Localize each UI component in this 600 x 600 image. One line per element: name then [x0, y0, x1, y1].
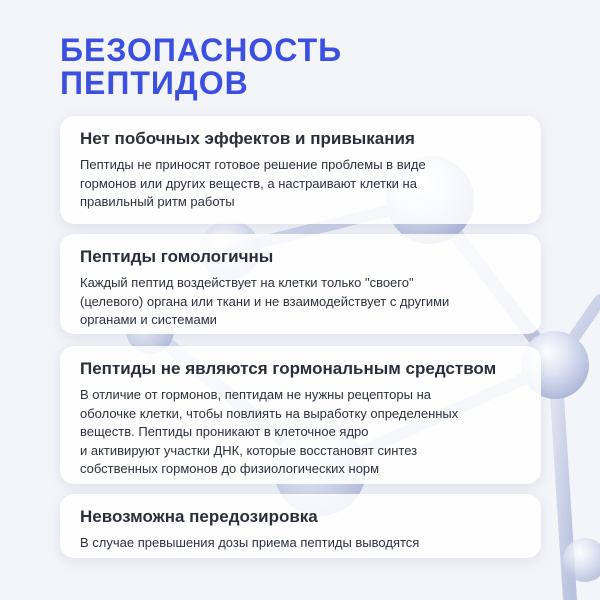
card-text-line: Каждый пептид воздействует на клетки только "своего" [80, 275, 414, 290]
card-text-line: оболочке клетки, чтобы повлиять на выработку определенных [80, 405, 459, 421]
card-text-line: органами и системами [80, 312, 217, 327]
title-line-2: ПЕПТИДОВ [60, 65, 249, 101]
card-heading: Нет побочных эффектов и привыкания [80, 129, 415, 148]
card-text [80, 534, 521, 553]
card-text-line: собственных гормонов до физиологических норм [80, 461, 380, 476]
card-text [80, 274, 521, 330]
title-line-1: БЕЗОПАСНОСТЬ [60, 32, 343, 68]
card-text-line: и активируют участки ДНК, которые восстановят синтез [80, 442, 418, 458]
card-heading: Пептиды не являются гормональным средством [80, 359, 497, 378]
card-text-line: (целевого) органа или ткани и не взаимодействует с другими [80, 293, 450, 309]
card-text-line: В отличие от гормонов, пептидам не нужны рецепторы на [80, 387, 431, 402]
card-heading: Пептиды гомологичны [80, 247, 274, 266]
card-text-line: В случае превышения дозы приема пептиды выводятся [80, 535, 420, 550]
card-not-hormonal [60, 346, 541, 484]
card-text-line: Пептиды не приносят готовое решение проблемы в виде [80, 157, 426, 172]
card-text-line: веществ. Пептиды проникают в клеточное ядро [80, 424, 369, 439]
card-heading: Невозможна передозировка [80, 507, 318, 526]
card-text-line: гормонов или других веществ, а настраивают клетки на [80, 175, 417, 191]
page-title [60, 34, 342, 100]
card-no-overdose [60, 494, 541, 558]
card-text [80, 386, 521, 479]
card-no-side-effects [60, 116, 541, 224]
card-text-line: правильный ритм работы [80, 194, 235, 209]
card-homologous [60, 234, 541, 334]
card-text [80, 156, 521, 212]
